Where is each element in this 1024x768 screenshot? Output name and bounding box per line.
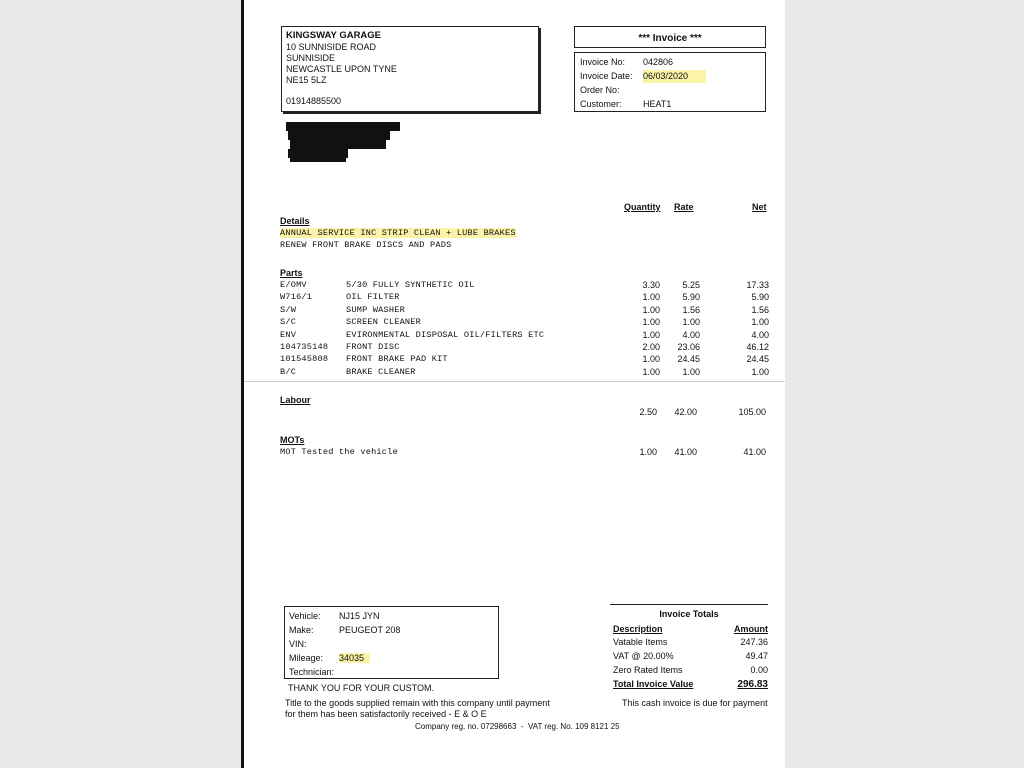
mileage-label: Mileage: [289, 653, 324, 663]
part-code: S/W [280, 304, 297, 315]
table-row [610, 637, 768, 651]
rate-column-header: Rate [674, 202, 694, 212]
total-description: VAT @ 20.00% [613, 651, 674, 661]
part-quantity: 2.00 [642, 342, 660, 352]
terms-line-1: Title to the goods supplied remain with this company until payment [285, 698, 550, 708]
part-description: SUMP WASHER [346, 304, 405, 315]
invoice-title-box [574, 26, 766, 48]
part-rate: 1.00 [682, 317, 700, 328]
part-code: E/OMV [280, 280, 307, 290]
total-invoice-label: Total Invoice Value [613, 679, 694, 689]
mot-row [244, 447, 785, 459]
invoice-date-value: 06/03/2020 [643, 70, 706, 83]
part-code: 104735148 [280, 342, 329, 352]
vehicle-details-box [284, 606, 499, 679]
part-description: OIL FILTER [346, 292, 400, 303]
part-rate: 24.45 [677, 354, 700, 365]
thank-you-text: THANK YOU FOR YOUR CUSTOM. [288, 683, 435, 693]
totals-header-row [610, 624, 768, 638]
invoice-date-label: Invoice Date: [580, 71, 633, 81]
table-row [244, 367, 788, 379]
table-row [244, 342, 788, 354]
part-net: 24.45 [746, 354, 769, 365]
invoice-no-label: Invoice No: [580, 57, 626, 67]
invoice-field-row [580, 84, 620, 97]
garage-address-line-1: 10 SUNNISIDE ROAD [286, 42, 377, 52]
part-description: FRONT BRAKE PAD KIT [346, 354, 448, 365]
total-amount: 0.00 [750, 665, 768, 675]
part-rate: 1.56 [682, 304, 700, 315]
section-divider [244, 381, 785, 382]
parts-heading: Parts [280, 268, 303, 278]
total-invoice-amount: 296.83 [737, 679, 768, 690]
part-quantity: 1.00 [642, 317, 660, 328]
vehicle-label: Vehicle: [289, 611, 321, 621]
garage-address-line-2: SUNNISIDE [286, 53, 336, 63]
invoice-no-value: 042806 [643, 57, 674, 67]
labour-rate: 42.00 [674, 407, 697, 417]
table-row [244, 305, 788, 317]
mot-quantity: 1.00 [639, 447, 657, 457]
labour-row [244, 407, 785, 419]
part-quantity: 1.00 [642, 366, 660, 377]
part-net: 5.90 [751, 292, 769, 303]
part-code: S/C [280, 317, 297, 328]
net-column-header: Net [752, 202, 767, 212]
part-rate: 1.00 [682, 366, 700, 377]
table-row [244, 292, 788, 304]
make-value: PEUGEOT 208 [339, 625, 401, 635]
table-row [244, 330, 788, 342]
parts-table [244, 280, 788, 380]
part-net: 1.00 [751, 317, 769, 328]
invoice-field-row [580, 56, 674, 69]
part-net: 46.12 [746, 342, 769, 352]
part-description: SCREEN CLEANER [346, 317, 421, 328]
invoice-details-box [574, 52, 766, 112]
cash-invoice-note: This cash invoice is due for payment [622, 698, 768, 708]
vin-label: VIN: [289, 639, 307, 649]
part-quantity: 1.00 [642, 304, 660, 315]
totals-heading: Invoice Totals [659, 609, 719, 619]
terms-line-2: for them has been satisfactorily received - E & O E [285, 709, 487, 719]
garage-address-line-4: NE15 5LZ [286, 75, 327, 85]
part-quantity: 1.00 [642, 292, 660, 303]
garage-address-box [281, 26, 539, 112]
mileage-value: 34035 [339, 653, 370, 663]
invoice-page [241, 0, 785, 768]
part-code: B/C [280, 366, 297, 377]
garage-name: KINGSWAY GARAGE [286, 30, 382, 41]
invoice-field-row [580, 98, 672, 111]
part-rate: 23.06 [677, 342, 700, 352]
customer-value: HEAT1 [643, 99, 672, 109]
mot-rate: 41.00 [674, 447, 697, 457]
vehicle-field-row [289, 639, 307, 649]
vehicle-field-row [289, 625, 401, 635]
amount-column-header: Amount [734, 624, 768, 634]
garage-address-line-3: NEWCASTLE UPON TYNE [286, 64, 397, 74]
part-code: W716/1 [280, 292, 313, 303]
mot-description: MOT Tested the vehicle [280, 447, 398, 457]
mot-net: 41.00 [743, 447, 766, 457]
part-description: 5/30 FULLY SYNTHETIC OIL [346, 280, 475, 290]
total-amount: 49.47 [745, 651, 768, 661]
customer-label: Customer: [580, 99, 622, 109]
order-no-label: Order No: [580, 85, 620, 95]
total-description: Vatable Items [613, 637, 668, 647]
description-column-header: Description [613, 624, 663, 634]
part-quantity: 1.00 [642, 329, 660, 340]
table-row [244, 354, 788, 366]
part-quantity: 3.30 [642, 280, 660, 290]
part-code: ENV [280, 329, 297, 340]
vehicle-field-row [289, 653, 365, 663]
total-invoice-value-row [610, 679, 768, 693]
mots-heading: MOTs [280, 435, 305, 445]
part-description: EVIRONMENTAL DISPOSAL OIL/FILTERS ETC [346, 329, 545, 340]
vehicle-field-row [289, 667, 334, 677]
labour-net: 105.00 [738, 407, 766, 417]
invoice-title: *** Invoice *** [638, 33, 702, 44]
company-registration: Company reg. no. 07298663 - VAT reg. No. 109 8121 25 [415, 722, 620, 731]
table-row [244, 280, 788, 292]
part-rate: 4.00 [682, 329, 700, 340]
vehicle-field-row [289, 611, 380, 621]
labour-quantity: 2.50 [639, 407, 657, 417]
invoice-field-row [580, 70, 689, 83]
part-net: 1.56 [751, 304, 769, 315]
part-rate: 5.25 [682, 280, 700, 290]
part-description: BRAKE CLEANER [346, 366, 416, 377]
technician-label: Technician: [289, 667, 335, 677]
invoice-totals [610, 604, 768, 693]
table-row [244, 317, 788, 329]
part-net: 1.00 [751, 366, 769, 377]
total-description: Zero Rated Items [613, 665, 683, 675]
part-code: 101545808 [280, 354, 329, 365]
total-amount: 247.36 [740, 637, 768, 647]
details-line-2: RENEW FRONT BRAKE DISCS AND PADS [280, 240, 452, 250]
table-row [610, 665, 768, 679]
part-net: 4.00 [751, 329, 769, 340]
labour-heading: Labour [280, 395, 311, 405]
table-row [610, 651, 768, 665]
details-heading: Details [280, 216, 310, 226]
make-label: Make: [289, 625, 314, 635]
part-rate: 5.90 [682, 292, 700, 303]
part-net: 17.33 [746, 280, 769, 290]
part-quantity: 1.00 [642, 354, 660, 365]
garage-phone: 01914885500 [286, 96, 342, 106]
quantity-column-header: Quantity [624, 202, 661, 212]
details-line-1: ANNUAL SERVICE INC STRIP CLEAN + LUBE BRAKES [280, 228, 516, 238]
vehicle-value: NJ15 JYN [339, 611, 380, 621]
part-description: FRONT DISC [346, 342, 400, 352]
